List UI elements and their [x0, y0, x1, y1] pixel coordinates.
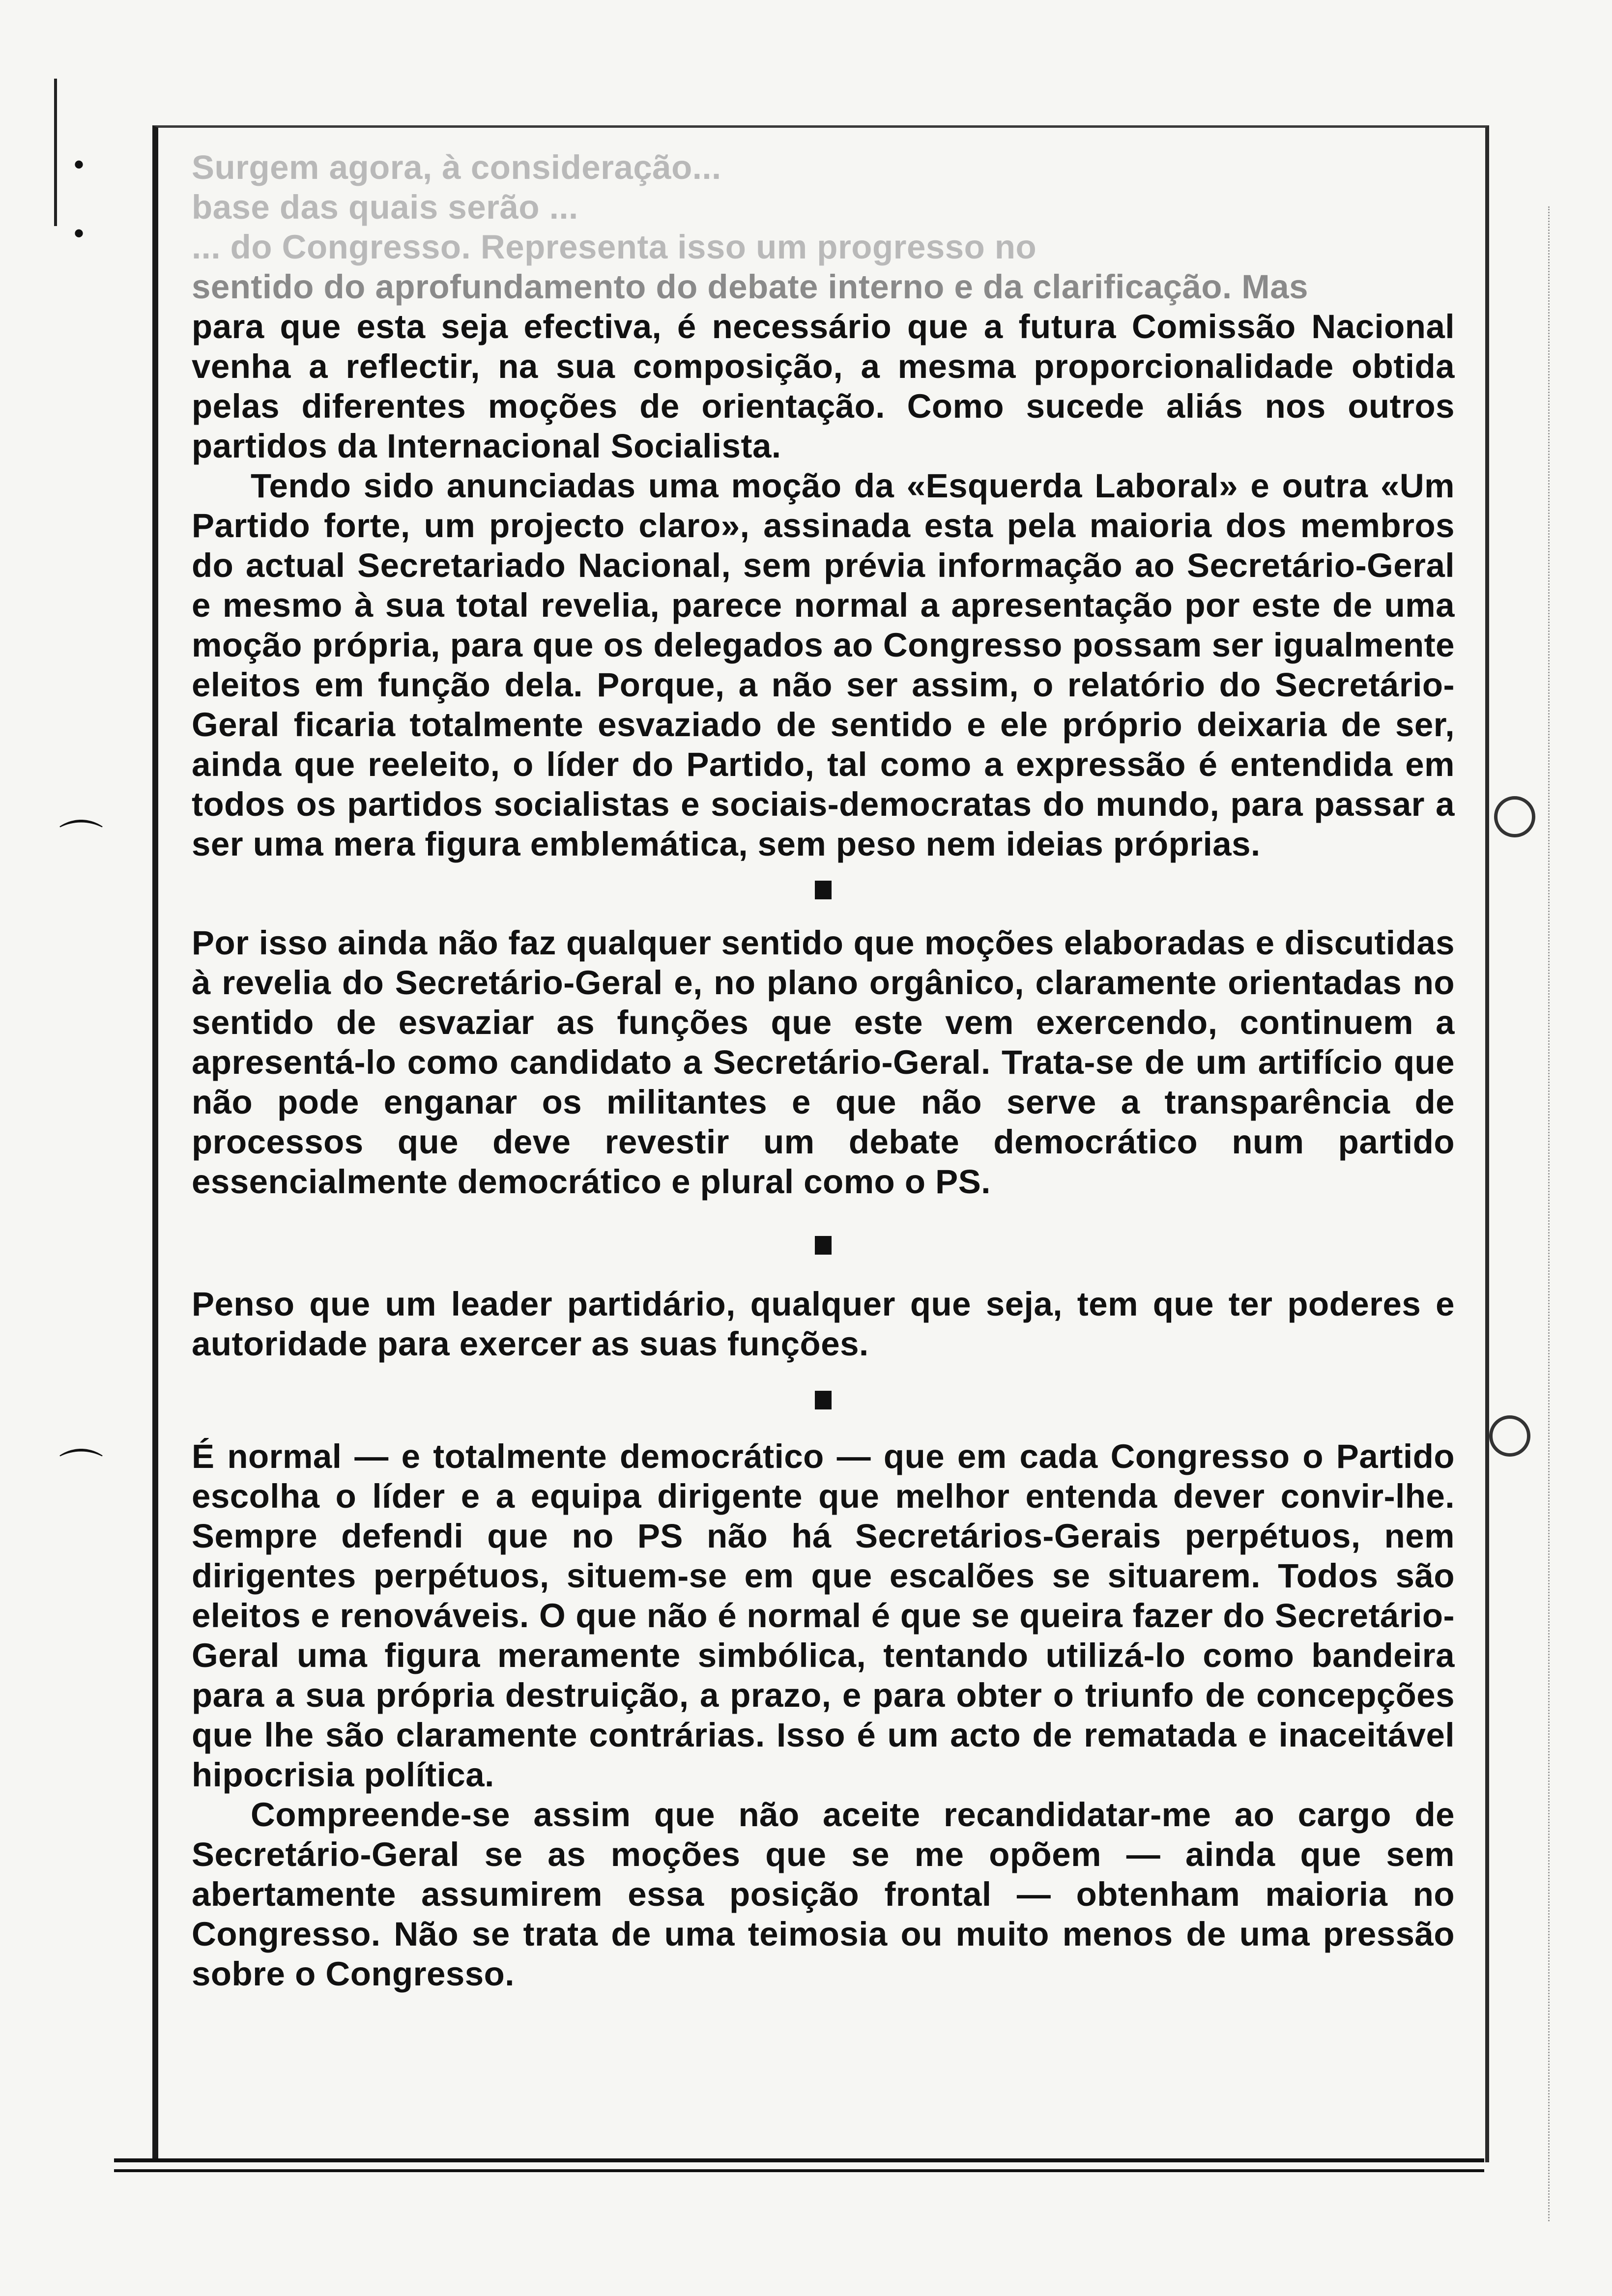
faded-line: base das quais serão ... — [192, 188, 578, 226]
paragraph-1: para que esta seja efectiva, é necessário que a futura Comissão Nacional venha a reflectir, na sua composição, a mesma proporcionalidade obtida pelas diferentes moções de orientação. Como sucede aliás nos outros partidos da Internacional Socialista. — [192, 308, 1455, 465]
paragraph-6: Compreende-se assim que não aceite recandidatar-me ao cargo de Secretário-Geral se as moções que se me opõem — ainda que sem abertamente assumirem essa posição frontal — obtenham maioria no Congresso. Não se trata de uma teimosia ou muito menos de uma pressão sobre o Congresso. — [192, 1796, 1455, 1993]
paragraph-3: Por isso ainda não faz qualquer sentido que moções elaboradas e discutidas à revelia do Secretário-Geral e, no plano orgânico, claramente orientadas no sentido de esvaziar as funções que este vem exercendo, continuem a apresentá-lo como candidato a Secretário-Geral. Trata-se de um artifício que não pode enganar os militantes e que não serve a transparência de processos que deve revestir um debate democrático num partido essencialmente democrático e plural como o PS. — [192, 924, 1455, 1201]
paragraph-4: Penso que um leader partidário, qualquer que seja, tem que ter poderes e autoridade para exercer as suas funções. — [192, 1285, 1455, 1363]
margin-dot: • — [74, 217, 85, 250]
faded-line: ... do Congresso. Representa isso um progresso no — [192, 228, 1037, 266]
margin-dot: • — [74, 148, 85, 181]
faded-line: Surgem agora, à consideração... — [192, 148, 721, 186]
article-body — [192, 147, 1455, 1994]
margin-curve-mark: ⌒ — [59, 1447, 103, 1496]
section-separator — [815, 881, 832, 899]
right-edge-noise — [1548, 206, 1569, 2221]
faded-line: sentido do aprofundamento do debate interno e da clarificação. Mas — [192, 268, 1309, 306]
punch-hole — [1489, 1415, 1530, 1457]
paragraph-2: Tendo sido anunciadas uma moção da «Esquerda Laboral» e outra «Um Partido forte, um projecto claro», assinada esta pela maioria dos membros do actual Secretariado Nacional, sem prévia informação ao Secretário-Geral e mesmo à sua total revelia, parece normal a apresentação por este de uma moção própria, para que os delegados ao Congresso possam ser igualmente eleitos em função dela. Porque, a não ser assim, o relatório do Secretário-Geral ficaria totalmente esvaziado de sentido e ele próprio deixaria de ser, ainda que reeleito, o líder do Partido, tal como a expressão é entendida em todos os partidos socialistas e sociais-democratas do mundo, para passar a ser uma mera figura emblemática, sem peso nem ideias próprias. — [192, 467, 1455, 863]
article-frame-bottom-rule — [114, 2158, 1484, 2172]
section-separator — [815, 1391, 832, 1409]
margin-curve-mark: ⌒ — [59, 818, 103, 867]
paragraph-5: É normal — e totalmente democrático — que em cada Congresso o Partido escolha o líder e a equipa dirigente que melhor entenda dever convir-lhe. Sempre defendi que no PS não há Secretários-Gerais perpétuos, nem dirigentes perpétuos, situem-se em que escalões se situarem. Todos são eleitos e renováveis. O que não é normal é que se queira fazer do Secretário-Geral uma figura meramente simbólica, tentando utilizá-lo como bandeira para a sua própria destruição, a prazo, e para obter o triunfo de concepções que lhe são claramente contrárias. Isso é um acto de rematada e inaceitável hipocrisia política. — [192, 1437, 1455, 1794]
section-separator — [815, 1236, 832, 1255]
left-margin-mark — [54, 79, 57, 226]
punch-hole — [1494, 796, 1535, 837]
